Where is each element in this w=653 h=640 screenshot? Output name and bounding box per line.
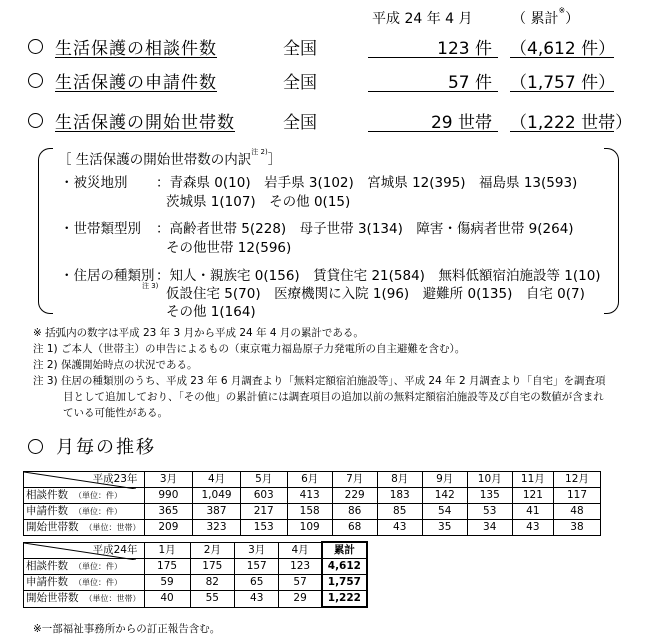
month-header: 5月 [240,472,287,488]
month-header: 4月 [193,472,240,488]
note-line: 注 1) ご本人（世帯主）の申告によるもの（東京電力福島原子力発電所の自主避難を含む）。 [33,343,466,355]
month-header: 3月 [235,542,279,559]
bracket-left [38,148,53,314]
monthly-table-2011 [23,471,601,536]
notes-block [33,325,633,421]
table-cell: 68 [332,520,377,536]
table-cell: 34 [467,520,512,536]
table-cell: 29 [279,591,322,608]
circle-bullet-icon [28,73,43,88]
table-cell: 40 [144,591,190,608]
stat-row-consultations [0,34,653,64]
table-cell: 53 [467,504,512,520]
table-cell: 1,049 [193,488,240,504]
report-period: 平成 24 年 4 月 [372,11,473,27]
table-cell: 85 [377,504,422,520]
stat-row-applications [0,68,653,98]
stat-label: 生活保護の相談件数 [55,39,217,59]
table-cell: 43 [377,520,422,536]
table-cell: 43 [512,520,553,536]
breakdown-line: 茨城県 1(107) その他 0(15) [166,194,351,210]
table-cell: 175 [144,559,190,575]
breakdown-line: ：高齢者世帯 5(228) 母子世帯 3(134) 障害・傷病者世帯 9(264) [156,221,574,237]
corner-cell [24,472,145,488]
stat-area: 全国 [283,73,317,93]
table-cell: 57 [279,575,322,591]
year-label: 平成24年 [92,543,138,556]
table-header-row [24,542,368,559]
table-cell: 48 [553,504,600,520]
stat-value: 57 件 [368,68,498,92]
note-line: ている可能性がある。 [63,407,168,419]
bracket-right [604,148,619,314]
table-cell: 175 [190,559,234,575]
circle-bullet-icon [28,113,43,128]
table-cell: 38 [553,520,600,536]
breakdown-line: ：青森県 0(10) 岩手県 3(102) 宮城県 12(395) 福島県 13(593) [156,175,578,191]
report-header [0,8,653,28]
table-cell: 142 [422,488,467,504]
table-cell: 413 [287,488,332,504]
table-cell: 209 [144,520,193,536]
breakdown-category-disaster-area: ・被災地別 [60,175,128,191]
breakdown-title: ［ 生活保護の開始世帯数の内訳$^{注 2)}$］ [58,148,282,168]
table-cell: 217 [240,504,287,520]
breakdown-line: その他 1(164) [166,304,256,320]
breakdown-note-mark: 注 3) [142,282,159,290]
cumulative-header: （ 累計※） [512,6,580,27]
stat-value: 29 世帯 [368,108,498,132]
total-cell: 4,612 [322,559,367,575]
total-header: 累計 [322,542,367,559]
stat-area: 全国 [283,113,317,133]
note-line: 目として追加しており、「その他」の累計値には調査項目の追加以前の無料定額宿泊施設等及び自宅の数値が含まれ [63,391,604,403]
breakdown-line: その他世帯 12(596) [166,240,292,256]
table-cell: 387 [193,504,240,520]
table-cell: 603 [240,488,287,504]
row-label: 相談件数 （単位：件） [24,559,145,575]
row-label: 申請件数 （単位：件） [24,575,145,591]
note-line: 注 2) 保護開始時点の状況である。 [33,359,198,371]
breakdown-line: ：知人・親族宅 0(156) 賃貸住宅 21(584) 無料低額宿泊施設等 1(10) [156,268,601,284]
table-cell: 59 [144,575,190,591]
month-header: 8月 [377,472,422,488]
table-cell: 323 [193,520,240,536]
table-row [24,591,368,608]
table-row [24,504,601,520]
table-cell: 183 [377,488,422,504]
stat-cumulative: （4,612 件） [510,34,614,58]
month-header: 2月 [190,542,234,559]
table-row [24,575,368,591]
stat-row-households [0,108,653,138]
month-header: 3月 [144,472,193,488]
table-cell: 153 [240,520,287,536]
circle-bullet-icon [28,39,43,54]
footnote: ※一部福祉事務所からの訂正報告含む。 [33,623,221,635]
table-cell: 82 [190,575,234,591]
month-header: 4月 [279,542,322,559]
table-cell: 41 [512,504,553,520]
month-header: 6月 [287,472,332,488]
table-cell: 55 [190,591,234,608]
month-header: 7月 [332,472,377,488]
month-header: 1月 [144,542,190,559]
table-cell: 43 [235,591,279,608]
stat-value: 123 件 [368,34,498,58]
monthly-table-2012 [23,541,368,608]
row-label: 開始世帯数 （単位：世帯） [24,591,145,608]
month-header: 12月 [553,472,600,488]
total-cell: 1,222 [322,591,367,608]
monthly-heading-text: 月毎の推移 [56,437,156,458]
table-header-row [24,472,601,488]
corner-cell [24,542,145,559]
table-cell: 86 [332,504,377,520]
breakdown-category-household-type: ・世帯類型別 [60,221,141,237]
table-cell: 158 [287,504,332,520]
stat-cumulative: （1,757 件） [510,68,614,92]
month-header: 11月 [512,472,553,488]
table-cell: 117 [553,488,600,504]
row-label: 申請件数 （単位：件） [24,504,145,520]
month-header: 10月 [467,472,512,488]
table-cell: 365 [144,504,193,520]
table-row [24,488,601,504]
row-label: 開始世帯数 （単位：世帯） [24,520,145,536]
row-label: 相談件数 （単位：件） [24,488,145,504]
stat-area: 全国 [283,39,317,59]
stat-label: 生活保護の申請件数 [55,73,217,93]
circle-bullet-icon [28,439,43,454]
table-cell: 65 [235,575,279,591]
table-cell: 109 [287,520,332,536]
stat-label: 生活保護の開始世帯数 [55,113,235,133]
total-cell: 1,757 [322,575,367,591]
table-cell: 157 [235,559,279,575]
table-row [24,520,601,536]
table-cell: 121 [512,488,553,504]
month-header: 9月 [422,472,467,488]
table-row [24,559,368,575]
table-cell: 123 [279,559,322,575]
table-cell: 135 [467,488,512,504]
table-cell: 35 [422,520,467,536]
breakdown-line: 仮設住宅 5(70) 医療機関に入院 1(96) 避難所 0(135) 自宅 0(7) [166,286,585,302]
breakdown-category-residence-type: ・住居の種類別 [60,268,155,284]
table-cell: 54 [422,504,467,520]
stat-cumulative: （1,222 世帯） [510,108,614,132]
table-cell: 229 [332,488,377,504]
note-line: 注 3) 住居の種類別のうち、平成 23 年 6 月調査より「無料定額宿泊施設等」、平成 24 年 2 月調査より「自宅」を調査項 [33,375,606,387]
table-cell: 990 [144,488,193,504]
note-line: ※ 括弧内の数字は平成 23 年 3 月から平成 24 年 4 月の累計である。 [33,327,364,339]
year-label: 平成23年 [92,473,138,485]
